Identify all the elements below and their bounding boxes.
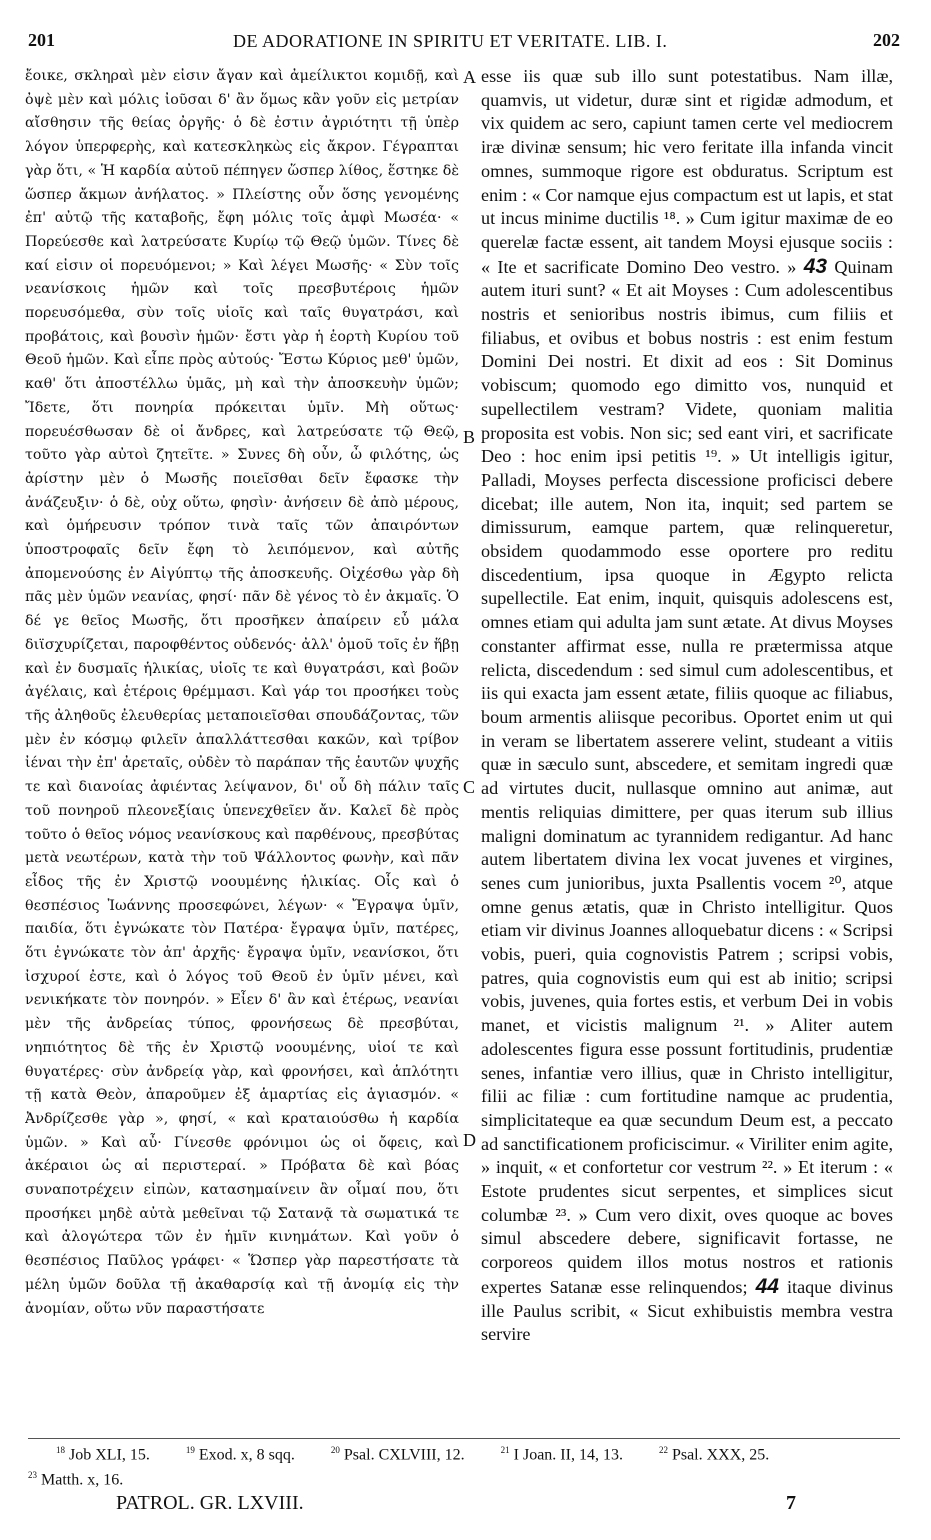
page-number-left: 201	[28, 30, 55, 50]
series-title: PATROL. GR. LXVIII.	[116, 1492, 304, 1514]
latin-text-part-2: Quinam autem ituri sunt? « Et ait Moyses : Cum adolescentibus nostris et senioribus nostris ibimus, cum filiis et filiabus, et ovibus et bobus nostris : est enim festum Domini Dei nostri. Et dixit ad eos : Sit Dominus vobiscum; quomodo ego dimitto vos, nunquid et supellectilem vestram? Videte, quoniam malitia proposita est vobis. Non sic; sed eant viri, et sacrificate Deo : hoc enim ipsi petitis ¹⁹. » Ut intelligis igitur, Palladi, Moyses perfecta discessione proficisci debere dicebat; ille autem, Non ita, inquit; sed partem se dimissurum, eamque partem, quæ relinqueretur, obsidem quodammodo esse oportere pro reditu discedentium, ipsa quoque in Ægypto relicta supellectile. Eat enim, inquit, quisquis adolescens est, omnes etiam qui adulta jam sunt ætate. At divus Moyses constanter affirmat esse, nulla re prætermissa atque relicta, discedendum : sed simul cum adolescentibus, et iis qui exacta jam essent ætate, filiis quoque ac filiabus, boum armentis aliisque pecoribus. Oportet enim ut qui in veram se libertatem asserere velint, studeant a vitiis quæ in sæculo sunt, abscedere, et semitam ingredi quæ ad virtutes ducit, nullasque omnino aut animæ, aut mentis reliquias dimittere, per quas iterum sub illius maligni dominatum ac tyrannidem redigantur. Ad hanc autem libertatem divina lex vocat juvenes et virgines, senes cum junioribus, juxta Psallentis vocem ²⁰, atque omne genus ætatis, quæ in Christo intelligitur. Quos etiam vir divinus Joannes alloquebatur dicens : « Scripsi vobis, pueri, quia cognovistis Patrem ; scripsi vobis, patres, quia cognovistis eum qui est ab initio; scripsi vobis, juvenes, quia fortes estis, et verbum Dei in vobis manet, et vicistis malignum ²¹. » Aliter autem adolescentes figura esse possunt fortitudinis, prudentiæ senes, infantiæ vero illius, quæ in Christo intelligitur, filii ac filiæ : cum fortitudine namque ac prudentia, simplicitateque ea quæ secundum Deum est, a peccato ad sanctificationem proficiscimur. « Viriliter enim agite, » inquit, « et confortetur cor vestrum ²². » Et iterum : « Estote prudentes sicut serpentes, et simplices sicut columbæ ²³. » Cum vero dixit, oves quoque ac boves simul abscedere debere, significavit fortasse, ne corporeos quidem illos motus nostros et rationis expertes Satanæ esse relinquendos;	[481, 256, 893, 1297]
footnote-line-2	[28, 1465, 908, 1490]
footnote-23: $^{23}$ Matth. x, 16.	[28, 1470, 124, 1489]
signature-mark: 7	[786, 1492, 796, 1514]
original-page-marker-44: 44	[755, 1274, 779, 1298]
greek-text: ἔοικε, σκληραὶ μὲν εἰσιν ἄγαν καὶ ἀμείλικτοι κομιδῇ, καὶ ὀψὲ μὲν καὶ μόλις ἰοῦσαι δ' ἂν ὅμως κἂν γοῦν εἰς μετρίαν αἴσθησιν τῆς θείας ὀργῆς· ὁ δὲ ἐστιν ἀγριότητι τῇ ὑπὲρ λόγον ὑπερφερὴς, καὶ κατεσκληκὼς εἰς ἄκρον. Γέγραπται γὰρ ὅτι, « Ἡ καρδία αὐτοῦ πέπηγεν ὥσπερ λίθος, ἕστηκε δὲ ὥσπερ ἄκμων ἀνήλατος. » Πλείστης οὖν ὅσης γενομένης ἐπ' αὐτῷ τῆς καταβοῆς, ἔφη μόλις τοῖς ἀμφὶ Μωσέα· « Πορεύεσθε καὶ λατρεύσατε Κυρίῳ τῷ Θεῷ ὑμῶν. Τίνες δὲ καί εἰσιν οἱ πορευόμενοι; » Καὶ λέγει Μωσῆς· « Σὺν τοῖς νεανίσκοις ἡμῶν καὶ τοῖς πρεσβυτέροις ἡμῶν πορευσόμεθα, σὺν τοῖς υἱοῖς καὶ ταῖς θυγατράσι, καὶ προβάτοις, καὶ βουσὶν ἡμῶν· ἔστι γὰρ ἡ ἑορτὴ Κυρίου τοῦ Θεοῦ ἡμῶν. Καὶ εἶπε πρὸς αὐτούς· Ἔστω Κύριος μεθ' ὑμῶν, καθ' ὅτι ἀποστέλλω ὑμᾶς, μὴ καὶ τὴν ἀποσκευὴν ὑμῶν; Ἴδετε, ὅτι πονηρία πρόκειται ὑμῖν. Μὴ οὕτως· πορευέσθωσαν δὲ οἱ ἄνδρες, καὶ λατρεύσατε τῷ Θεῷ, τοῦτο γὰρ αὐτοὶ ζητεῖτε. » Συνες δὴ οὖν, ὦ φιλότης, ὡς ἀρίστην μὲν ὁ Μωσῆς ποιεῖσθαι δεῖν ἔφασκε τὴν ἀνάζευξιν· ὁ δὲ, οὐχ οὕτω, φησὶν· ἀνήσειν δὲ ἀπὸ μέρους, καὶ ὁμήρευσιν τρόπον τινὰ ταῖς τῶν ἀπαιρόντων ὑποστροφαῖς δεῖν ἔφη τὸ λειπόμενον, καὶ αὐτῆς ἀπομενούσης ἐν Αἰγύπτῳ τῆς ἀποσκευῆς. Οἰχέσθω γὰρ δὴ πᾶς μὲν ὑμῶν νεανίας, φησί· πᾶν δὲ γένος τὸ ἐν ἀκμαῖς. Ὁ δέ γε θεῖος Μωσῆς, ὅτι προσῆκεν ἀπαίρειν εὖ μάλα διϊσχυρίζεται, παροφθέντος οὐδενός· ἀλλ' ὁμοῦ τοῖς ἐν ἥβῃ καὶ ἐν δυσμαῖς ἡλικίας, υἱοῖς τε καὶ θυγατράσι, καὶ βοῶν ἀγέλαις, καὶ ἑτέροις θρέμμασι. Καὶ γάρ τοι προσήκει τοὺς τῆς ἀληθοῦς ἐλευθερίας μεταποιεῖσθαι σπουδάζοντας, τῶν μὲν ἐν κόσμῳ φιλεῖν ἀπαλλάττεσθαι κακῶν, καὶ τρίβον ἰέναι τὴν ἐπ' ἀρεταῖς, οὐδὲν τὸ παράπαν τῆς ἑαυτῶν ψυχῆς τε καὶ διανοίας ἀφιέντας λείψανον, δι' οὗ δὴ πάλιν ταῖς τοῦ πονηροῦ πλεονεξίαις ὑπενεχθεῖεν ἄν. Καλεῖ δὲ πρὸς τοῦτο ὁ θεῖος νόμος νεανίσκους καὶ παρθένους, πρεσβύτας μετὰ νεωτέρων, κατὰ τὴν τοῦ Ψάλλοντος φωνὴν, καὶ πᾶν εἶδος τῆς ἐν Χριστῷ νοουμένης ἡλικίας. Οἷς καὶ ὁ θεσπέσιος Ἰωάννης προσεφώνει, λέγων· « Ἔγραψα ὑμῖν, παιδία, ὅτι ἐγνώκατε τὸν Πατέρα· ἔγραψα ὑμῖν, πατέρες, ὅτι ἐγνώκατε τὸν ἀπ' ἀρχῆς· ἔγραψα ὑμῖν, νεανίσκοι, ὅτι ἰσχυροί ἐστε, καὶ ὁ λόγος τοῦ Θεοῦ ἐν ὑμῖν μένει, καὶ νενικήκατε τὸν πονηρόν. » Εἶεν δ' ἂν καὶ ἑτέρως, νεανίαι μὲν τῆς ἀνδρείας τύπος, φρονήσεως δὲ πρεσβύται, νηπιότητος δὲ τῆς ἐν Χριστῷ νοουμένης, υἱοί τε καὶ θυγατέρες· σὺν ἀνδρείᾳ γὰρ, καὶ φρονήσει, καὶ ἁπλότητι τῇ κατὰ Θεὸν, ἀπαροῦμεν ἐξ ἁμαρτίας εἰς ἁγιασμόν. « Ἀνδρίζεσθε γὰρ », φησί, « καὶ κραταιούσθω ἡ καρδία ὑμῶν. » Καὶ αὖ· Γίνεσθε φρόνιμοι ὡς οἱ ὄφεις, καὶ ἀκέραιοι ὡς αἱ περιστεραί. » Πρόβατα δὲ καὶ βόας συναποτρέχειν εἰπὼν, κατασημαίνειν ἂν οἶμαί που, ὅτι προσήκει μηδὲ αὐτὰ μεθεῖναι τῷ Σατανᾷ τὰ σωματικά τε καὶ ἀλογώτερα τῶν ἐν ἡμῖν κινημάτων. Καὶ γοῦν ὁ θεσπέσιος Παῦλος γράφει· « Ὥσπερ γὰρ παρεστήσατε τὰ μέλη ὑμῶν δοῦλα τῇ ἀκαθαρσίᾳ καὶ τῇ ἀνομίᾳ εἰς τὴν ἀνομίαν, οὕτω νῦν παραστήσατε	[25, 68, 459, 1317]
margin-letter-a: A	[463, 67, 476, 87]
page-footer	[116, 1492, 796, 1522]
latin-column	[481, 65, 893, 1437]
greek-column	[25, 65, 459, 1437]
footnote-20: $^{20}$ Psal. CXLVIII, 12.	[330, 1445, 465, 1464]
margin-letter-b: B	[463, 427, 476, 447]
footnote-line-1	[28, 1440, 908, 1465]
latin-text-part-3: itaque divinus ille Paulus scribit, « Sicut exhibuistis membra vestra servire	[481, 1276, 893, 1345]
footnote-18: $^{18}$ Job XLI, 15.	[56, 1445, 150, 1464]
footnotes	[28, 1440, 908, 1491]
margin-letter-c: C	[463, 777, 476, 797]
page-header	[28, 30, 900, 60]
original-page-marker-43: 43	[803, 254, 828, 278]
page-number-right: 202	[873, 30, 900, 50]
footnote-rule	[28, 1438, 900, 1439]
latin-text-part-1: esse iis quæ sub illo sunt potestatibus. Nam illæ, quamvis, ut videtur, duræ sint et rigidæ admodum, et vix quidem ac sero, capiunt tamen certe vel mediocrem iræ divinæ sensum; hic vero feritate illa infanda vincit omnes, summoque rigore est obduratus. Scriptum est enim : « Cor namque ejus compactum est ut lapis, et stat ut incus minime ductilis ¹⁸. » Cum igitur maximæ de eo querelæ factæ essent, ait tandem Moysi ejusque sociis : « Ite et sacrificate Domino Deo vestro. »	[481, 66, 893, 277]
latin-text	[481, 65, 893, 1347]
footnote-22: $^{22}$ Psal. XXX, 25.	[658, 1445, 770, 1464]
footnote-19: $^{19}$ Exod. x, 8 sqq.	[185, 1445, 295, 1464]
footnote-21: $^{21}$ I Joan. II, 14, 13.	[500, 1445, 623, 1464]
margin-letter-d: D	[463, 1130, 476, 1150]
running-title: DE ADORATIONE IN SPIRITU ET VERITATE. LIB. I.	[233, 31, 668, 51]
